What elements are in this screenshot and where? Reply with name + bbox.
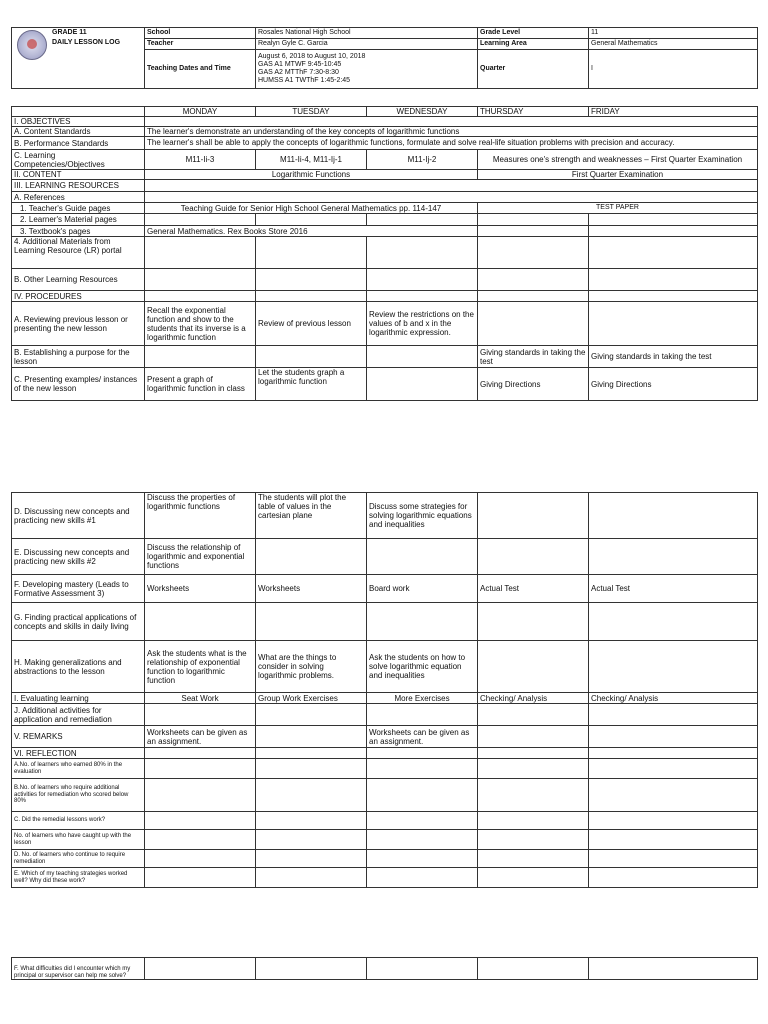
reflection-f-label: F. What difficulties did I encounter which my principal or supervisor can help me solve?	[12, 958, 145, 980]
day-tuesday: TUESDAY	[256, 107, 367, 117]
empty-cell	[367, 759, 478, 779]
day-thursday: THURSDAY	[478, 107, 589, 117]
remarks-monday: Worksheets can be given as an assignment.	[145, 726, 256, 748]
lm-pages-label: 2. Learner's Material pages	[12, 214, 145, 226]
empty-cell	[478, 779, 589, 812]
empty-cell	[145, 958, 256, 980]
lesson-table-part2	[11, 492, 758, 888]
empty-cell	[589, 779, 758, 812]
empty-cell	[145, 868, 256, 888]
additional-materials-label: 4. Additional Materials from Learning Resource (LR) portal	[12, 237, 145, 269]
procedures-heading: IV. PROCEDURES	[12, 291, 145, 302]
empty-cell	[256, 759, 367, 779]
evaluating-thursday: Checking/ Analysis	[478, 693, 589, 704]
empty-cell	[589, 830, 758, 850]
empty-cell	[589, 748, 758, 759]
empty-cell	[256, 958, 367, 980]
reflection-b-label: B.No. of learners who require additional activities for remediation who scored below 80%	[12, 779, 145, 812]
empty-cell	[589, 958, 758, 980]
textbook-pages-value: General Mathematics. Rex Books Store 2016	[145, 226, 478, 237]
purpose-thursday: Giving standards in taking the test	[478, 346, 589, 368]
empty-cell	[478, 237, 589, 269]
presenting-friday: Giving Directions	[589, 368, 758, 401]
empty-cell	[478, 759, 589, 779]
empty-cell	[145, 850, 256, 868]
empty-cell	[589, 302, 758, 346]
empty-cell	[256, 269, 367, 291]
content-standards-text: The learner's demonstrate an understanding of the key concepts of logarithmic functions	[145, 127, 758, 137]
empty-cell	[589, 493, 758, 539]
performance-standards-label: B. Performance Standards	[12, 137, 145, 150]
school-value: Rosales National High School	[256, 28, 478, 39]
empty-cell	[256, 726, 367, 748]
empty-cell	[478, 214, 589, 226]
evaluating-label: I. Evaluating learning	[12, 693, 145, 704]
empty-cell	[478, 704, 589, 726]
content-mon-wed: Logarithmic Functions	[145, 170, 478, 180]
empty-cell	[256, 539, 367, 575]
mastery-thursday: Actual Test	[478, 575, 589, 603]
mastery-tuesday: Worksheets	[256, 575, 367, 603]
empty-cell	[256, 850, 367, 868]
performance-standards-text: The learner's shall be able to apply the concepts of logarithmic functions, formulate and solve real-life situation problems with precision and accuracy.	[145, 137, 758, 150]
empty-cell	[478, 812, 589, 830]
empty-cell	[478, 493, 589, 539]
empty-cell	[145, 214, 256, 226]
empty-cell	[145, 759, 256, 779]
empty-cell	[478, 830, 589, 850]
deped-seal-icon	[17, 30, 47, 60]
empty-cell	[589, 291, 758, 302]
empty-cell	[478, 641, 589, 693]
empty-cell	[367, 269, 478, 291]
discussing-1-label: D. Discussing new concepts and practicing new skills #1	[12, 493, 145, 539]
empty-cell	[145, 192, 758, 203]
presenting-label: C. Presenting examples/ instances of the new lesson	[12, 368, 145, 401]
mastery-wednesday: Board work	[367, 575, 478, 603]
additional-activities-label: J. Additional activities for application and remediation	[12, 704, 145, 726]
dates-line: HUMSS A1 TWThF 1:45-2:45	[258, 77, 351, 84]
empty-cell	[367, 958, 478, 980]
empty-cell	[145, 748, 256, 759]
presenting-monday: Present a graph of logarithmic function in class	[145, 368, 256, 401]
content-standards-label: A. Content Standards	[12, 127, 145, 137]
empty-cell	[367, 868, 478, 888]
empty-cell	[145, 812, 256, 830]
empty-cell	[367, 704, 478, 726]
empty-cell	[589, 641, 758, 693]
empty-cell	[145, 237, 256, 269]
empty-cell	[256, 868, 367, 888]
lesson-table-part3	[11, 957, 758, 980]
reflection-d-label: D. No. of learners who continue to require remediation	[12, 850, 145, 868]
empty-cell	[367, 346, 478, 368]
empty-cell	[256, 779, 367, 812]
empty-cell	[589, 812, 758, 830]
discussing-1-tuesday: The students will plot the table of values in the cartesian plane	[256, 493, 367, 539]
empty-cell	[589, 868, 758, 888]
empty-cell	[256, 830, 367, 850]
empty-cell	[145, 346, 256, 368]
empty-cell	[256, 704, 367, 726]
empty-cell	[256, 346, 367, 368]
content-thu-fri: First Quarter Examination	[478, 170, 758, 180]
purpose-label: B. Establishing a purpose for the lesson	[12, 346, 145, 368]
empty-cell	[145, 180, 758, 192]
generalizations-monday: Ask the students what is the relationship of exponential function to logarithmic function	[145, 641, 256, 693]
header-table	[11, 27, 758, 89]
empty-cell	[367, 368, 478, 401]
resources-heading: III. LEARNING RESOURCES	[12, 180, 145, 192]
day-friday: FRIDAY	[589, 107, 758, 117]
empty-cell	[367, 812, 478, 830]
reviewing-monday: Recall the exponential function and show to the students that its inverse is a logarithmic function	[145, 302, 256, 346]
log-title: DAILY LESSON LOG	[52, 39, 121, 46]
empty-cell	[256, 291, 367, 302]
reviewing-tuesday: Review of previous lesson	[256, 302, 367, 346]
empty-cell	[145, 269, 256, 291]
empty-cell	[589, 726, 758, 748]
grade-title: GRADE 11	[52, 29, 87, 36]
empty-cell	[367, 779, 478, 812]
competency-tuesday: M11-Ii-4, M11-Ij-1	[256, 150, 367, 170]
evaluating-monday: Seat Work	[145, 693, 256, 704]
corner-cell	[12, 107, 145, 117]
empty-cell	[367, 539, 478, 575]
empty-cell	[478, 958, 589, 980]
reflection-c-label: C. Did the remedial lessons work?	[12, 812, 145, 830]
grade-level-value: 11	[589, 28, 758, 39]
empty-cell	[256, 214, 367, 226]
empty-cell	[145, 117, 758, 127]
empty-cell	[589, 539, 758, 575]
grade-level-label: Grade Level	[478, 28, 589, 39]
teacher-value: Realyn Gyle C. Garcia	[256, 39, 478, 50]
learning-area-label: Learning Area	[478, 39, 589, 50]
empty-cell	[589, 603, 758, 641]
competency-thursday-friday: Measures one's strength and weaknesses – First Quarter Examination	[478, 150, 758, 170]
dates-line: August 6, 2018 to August 10, 2018	[258, 53, 366, 60]
empty-cell	[478, 269, 589, 291]
references-label: A. References	[12, 192, 145, 203]
empty-cell	[367, 214, 478, 226]
empty-cell	[589, 214, 758, 226]
generalizations-label: H. Making generalizations and abstractions to the lesson	[12, 641, 145, 693]
evaluating-wednesday: More Exercises	[367, 693, 478, 704]
reviewing-wednesday: Review the restrictions on the values of b and x in the logarithmic expression.	[367, 302, 478, 346]
dates-line: GAS A2 MTThF 7:30-8:30	[258, 69, 339, 76]
content-heading: II. CONTENT	[12, 170, 145, 180]
textbook-pages-label: 3. Textbook's pages	[12, 226, 145, 237]
purpose-friday: Giving standards in taking the test	[589, 346, 758, 368]
generalizations-wednesday: Ask the students on how to solve logarithmic equation and inequalities	[367, 641, 478, 693]
reflection-e-label: E. Which of my teaching strategies worked well? Why did these work?	[12, 868, 145, 888]
empty-cell	[589, 704, 758, 726]
empty-cell	[589, 269, 758, 291]
test-paper-value: TEST PAPER	[478, 203, 758, 214]
discussing-2-label: E. Discussing new concepts and practicing new skills #2	[12, 539, 145, 575]
empty-cell	[145, 603, 256, 641]
competency-monday: M11-Ii-3	[145, 150, 256, 170]
mastery-monday: Worksheets	[145, 575, 256, 603]
empty-cell	[478, 302, 589, 346]
practical-label: G. Finding practical applications of concepts and skills in daily living	[12, 603, 145, 641]
empty-cell	[589, 226, 758, 237]
empty-cell	[256, 812, 367, 830]
competencies-label: C. Learning Competencies/Objectives	[12, 150, 145, 170]
generalizations-tuesday: What are the things to consider in solving logarithmic problems.	[256, 641, 367, 693]
reflection-caught-up-label: No. of learners who have caught up with the lesson	[12, 830, 145, 850]
empty-cell	[478, 539, 589, 575]
empty-cell	[478, 226, 589, 237]
day-monday: MONDAY	[145, 107, 256, 117]
empty-cell	[256, 748, 367, 759]
reflection-heading: VI. REFLECTION	[12, 748, 145, 759]
quarter-value: I	[589, 50, 758, 89]
tg-pages-value: Teaching Guide for Senior High School General Mathematics pp. 114-147	[145, 203, 478, 214]
remarks-wednesday: Worksheets can be given as an assignment.	[367, 726, 478, 748]
remarks-label: V. REMARKS	[12, 726, 145, 748]
mastery-label: F. Developing mastery (Leads to Formative Assessment 3)	[12, 575, 145, 603]
empty-cell	[256, 603, 367, 641]
day-wednesday: WEDNESDAY	[367, 107, 478, 117]
empty-cell	[478, 868, 589, 888]
teacher-label: Teacher	[145, 39, 256, 50]
presenting-tuesday: Let the students graph a logarithmic function	[256, 368, 367, 401]
empty-cell	[367, 830, 478, 850]
reviewing-label: A. Reviewing previous lesson or presenting the new lesson	[12, 302, 145, 346]
presenting-thursday: Giving Directions	[478, 368, 589, 401]
evaluating-tuesday: Group Work Exercises	[256, 693, 367, 704]
empty-cell	[367, 603, 478, 641]
empty-cell	[145, 830, 256, 850]
empty-cell	[145, 704, 256, 726]
objectives-heading: I. OBJECTIVES	[12, 117, 145, 127]
empty-cell	[478, 748, 589, 759]
dates-label: Teaching Dates and Time	[145, 50, 256, 89]
empty-cell	[589, 759, 758, 779]
quarter-label: Quarter	[478, 50, 589, 89]
discussing-1-monday: Discuss the properties of logarithmic functions	[145, 493, 256, 539]
empty-cell	[478, 726, 589, 748]
empty-cell	[256, 237, 367, 269]
empty-cell	[367, 748, 478, 759]
header-title-cell	[12, 28, 145, 89]
other-resources-label: B. Other Learning Resources	[12, 269, 145, 291]
empty-cell	[367, 850, 478, 868]
empty-cell	[367, 291, 478, 302]
empty-cell	[367, 237, 478, 269]
empty-cell	[145, 779, 256, 812]
empty-cell	[478, 850, 589, 868]
empty-cell	[478, 603, 589, 641]
empty-cell	[589, 850, 758, 868]
empty-cell	[145, 291, 256, 302]
school-label: School	[145, 28, 256, 39]
dates-line: GAS A1 MTWF 9:45-10:45	[258, 61, 342, 68]
lesson-table-part1	[11, 106, 758, 401]
evaluating-friday: Checking/ Analysis	[589, 693, 758, 704]
mastery-friday: Actual Test	[589, 575, 758, 603]
discussing-1-wednesday: Discuss some strategies for solving logarithmic equations and inequalities	[367, 493, 478, 539]
tg-pages-label: 1. Teacher's Guide pages	[12, 203, 145, 214]
empty-cell	[478, 291, 589, 302]
competency-wednesday: M11-Ij-2	[367, 150, 478, 170]
learning-area-value: General Mathematics	[589, 39, 758, 50]
empty-cell	[589, 237, 758, 269]
discussing-2-monday: Discuss the relationship of logarithmic and exponential functions	[145, 539, 256, 575]
reflection-a-label: A.No. of learners who earned 80% in the evaluation	[12, 759, 145, 779]
dates-value	[256, 50, 478, 89]
